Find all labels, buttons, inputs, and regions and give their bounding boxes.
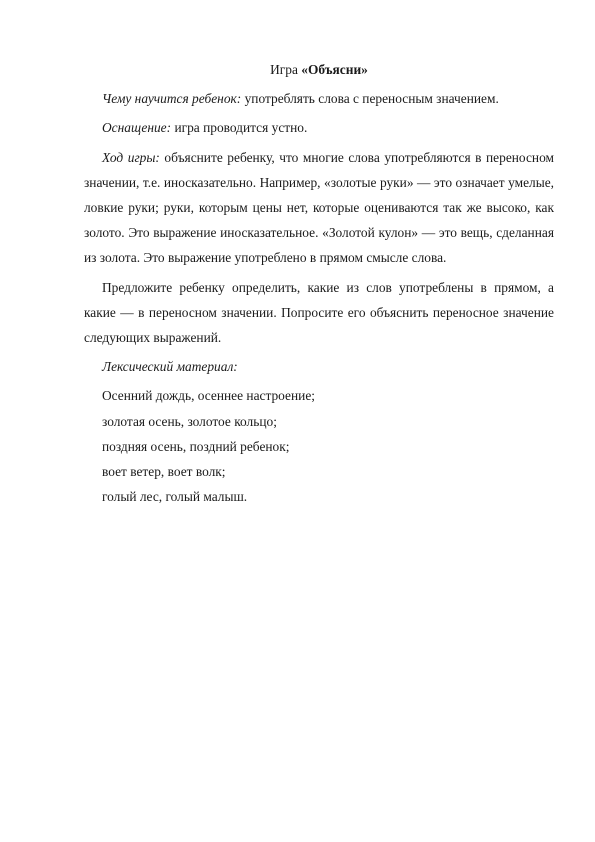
lexical-list: [84, 383, 554, 509]
list-item: голый лес, голый малыш.: [102, 489, 248, 505]
list-item: золотая осень, золотое кольцо;: [102, 413, 277, 429]
goal-text: употреблять слова с переносным значением.: [241, 91, 499, 107]
equipment-paragraph: [84, 115, 554, 140]
list-item: поздняя осень, поздний ребенок;: [102, 438, 290, 454]
title-game-name: «Объясни»: [301, 62, 368, 77]
task-paragraph: Предложите ребенку определить, какие из слов употреблены в прямом, а какие — в переносном значении. Попросите его объяснить переносное значение следующих выражений.: [84, 279, 554, 346]
procedure-paragraph: [84, 145, 554, 271]
equipment-label: Оснащение:: [102, 120, 172, 136]
equipment-text: игра проводится устно.: [171, 120, 308, 136]
page-title: [84, 57, 554, 82]
procedure-text: объясните ребенку, что многие слова употребляются в переносном значении, т.е. иносказательно. Например, «золотые руки» — это означает умелые, ловкие руки; руки, которым цены нет, которые оцениваются так же высоко, как золото. Это выражение иносказательное. «Золотой кулон» — это вещь, сделанная из золота. Это выражение употреблено в прямом смысле слова.: [84, 149, 554, 266]
goal-paragraph: [84, 86, 554, 111]
list-item: Осенний дождь, осеннее настроение;: [102, 388, 315, 404]
lexical-label: Лексический материал:: [102, 359, 238, 375]
document-page: [84, 57, 554, 509]
title-prefix: Игра: [270, 62, 302, 77]
list-item: воет ветер, воет волк;: [102, 464, 226, 480]
procedure-label: Ход игры:: [102, 149, 160, 165]
goal-label: Чему научится ребенок:: [102, 91, 242, 107]
